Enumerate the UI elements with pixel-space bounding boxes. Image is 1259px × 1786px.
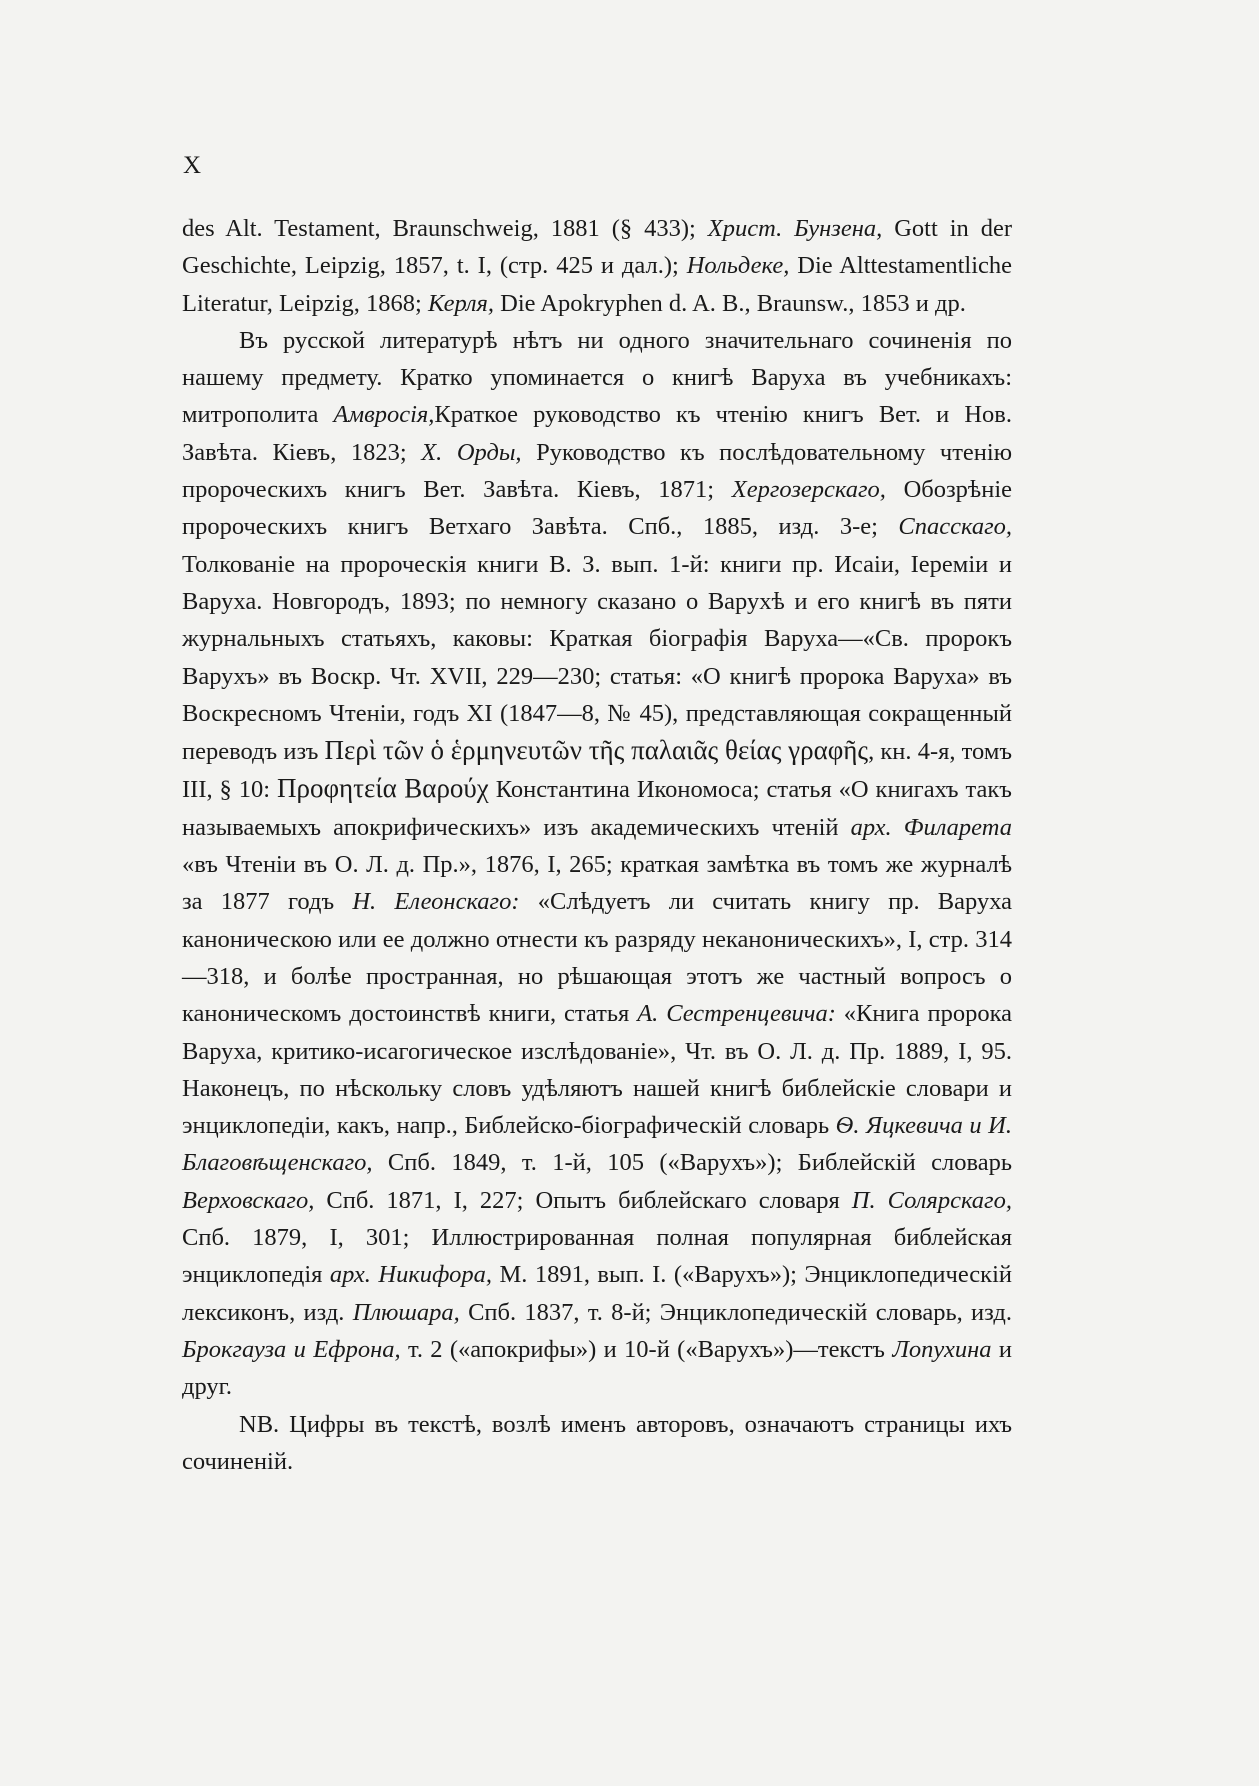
text-run: Спб. 1849, т. 1-й, 105 («Варухъ»); Библейскій словарь — [372, 1149, 1012, 1177]
page-number: X — [183, 152, 203, 179]
text-run: NB. Цифры въ текстѣ, возлѣ именъ авторовъ, означаютъ страницы ихъ сочиненій. — [182, 1410, 1012, 1475]
author-name: П. Солярскаго, — [851, 1186, 1012, 1214]
text-run: Die Alttestamentliche Literatur, Leipzig, 1868; — [182, 252, 1013, 317]
author-name: Верховскаго, — [182, 1186, 315, 1214]
text-run: «въ Чтеніи въ О. Л. д. Пр.», 1876, I, 265; краткая замѣтка въ томъ же журналѣ за 1877 годъ — [182, 851, 1012, 916]
greek-title: Προφητεία Βαρούχ — [276, 773, 489, 804]
text-run: , кн. 4-я, томъ III, § 10: — [182, 738, 1012, 804]
text-run: Толкованіе на пророческія книги В. З. вып. 1-й: книги пр. Исаіи, Іереміи и Варуха. Новгородъ, 1893; по немногу сказано о Варухѣ и его книгѣ въ пяти журнальныхъ статьяхъ, каковы: Краткая біографія Варуха—«Св. пророкъ Варухъ» въ Воскр. Чт. XVII, 229—230; статья: «О книгѣ пророка Варуха» въ Воскресномъ Чтеніи, годъ XI (1847—8, № 45), представляющая сокращенный переводъ изъ — [182, 550, 1012, 766]
body-text — [182, 210, 1012, 1480]
text-run: Спб. 1879, I, 301; Иллюстрированная полная популярная библейская энциклопедія — [182, 1224, 1012, 1289]
text-run: «Слѣдуетъ ли считать книгу пр. Варуха каноническою или ее должно отнести къ разряду неканоническихъ», I, стр. 314—318, и болѣе пространная, но рѣшающая этотъ же частный вопросъ о каноническомъ достоинствѣ книги, статья — [182, 888, 1012, 1028]
author-name: Хергозерскаго, — [731, 476, 886, 504]
author-name: арх. Филарета — [850, 813, 1012, 841]
author-name: Брокгауза и Ефрона, — [182, 1335, 401, 1363]
text-run: Обозрѣніе пророческихъ книгъ Ветхаго Завѣта. Спб., 1885, изд. 3-е; — [182, 476, 1013, 541]
author-name: X. Орды, — [421, 438, 522, 466]
text-run: Спб. 1837, т. 8-й; Энциклопедическій словарь, изд. — [459, 1298, 1012, 1326]
text-run: Die Apokryphen d. A. B., Braunsw., 1853 и др. — [494, 289, 966, 317]
text-run: и друг. — [182, 1335, 1012, 1401]
author-name: Н. Елеонскаго: — [352, 888, 520, 916]
author-name: А. Сестренцевича: — [637, 1000, 836, 1028]
author-name: Плюшара, — [352, 1298, 460, 1326]
text-run: des Alt. Testament, Braunschweig, 1881 (§ 433); — [182, 215, 708, 242]
author-name: Христ. Бунзена, — [707, 215, 883, 242]
author-name: Керля, — [427, 289, 495, 317]
bibliography-continuation — [182, 210, 1012, 322]
text-run: «Книга пророка Варуха, критико-исагогическое изслѣдованіе», Чт. въ О. Л. д. Пр. 1889, I, 95. Наконецъ, по нѣскольку словъ удѣляютъ нашей книгѣ библейскіе словари и энциклопедіи, какъ, напр., Библейско-біографическій словарь — [182, 1000, 1012, 1140]
text-run: Спб. 1871, I, 227; Опытъ библейскаго словаря — [314, 1186, 852, 1214]
author-name: Спасскаго, — [898, 513, 1012, 541]
text-run: Въ русской литературѣ нѣтъ ни одного значительнаго сочиненія по нашему предмету. Кратко упоминается о книгѣ Варуха въ учебникахъ: митрополита — [182, 326, 1012, 429]
text-run: Руководство къ послѣдовательному чтенію пророческихъ книгъ Вет. Завѣта. Кіевъ, 1871; — [182, 438, 1013, 504]
author-name: арх. Никифора, — [329, 1261, 492, 1289]
text-run: Константина Икономоса; статья «О книгахъ такъ называемыхъ апокрифическихъ» изъ академическихъ чтеній — [182, 776, 1012, 841]
text-run: т. 2 («апокрифы») и 10-й («Варухъ»)—текстъ — [400, 1335, 893, 1363]
author-name: Амвросія, — [333, 401, 435, 429]
text-run: Краткое руководство къ чтенію книгъ Вет. и Нов. Завѣта. Кіевъ, 1823; — [182, 401, 1012, 466]
paragraph — [182, 1406, 1012, 1481]
author-name: Ѳ. Яцкевича и И. Благовѣщенскаго, — [182, 1112, 1012, 1177]
greek-title: Περὶ τῶν ὁ ἑρμηνευτῶν τῆς παλαιᾶς θείας γραφῆς — [324, 735, 869, 766]
text-run: М. 1891, вып. I. («Варухъ»); Энциклопедическій лексиконъ, изд. — [182, 1261, 1012, 1326]
author-name: Нольдеке, — [686, 252, 790, 280]
paragraph — [182, 322, 1012, 1406]
author-name: Лопухина — [892, 1335, 992, 1363]
text-run: Gott in der Geschichte, Leipzig, 1857, t. I, (стр. 425 и дал.); — [182, 215, 1012, 280]
